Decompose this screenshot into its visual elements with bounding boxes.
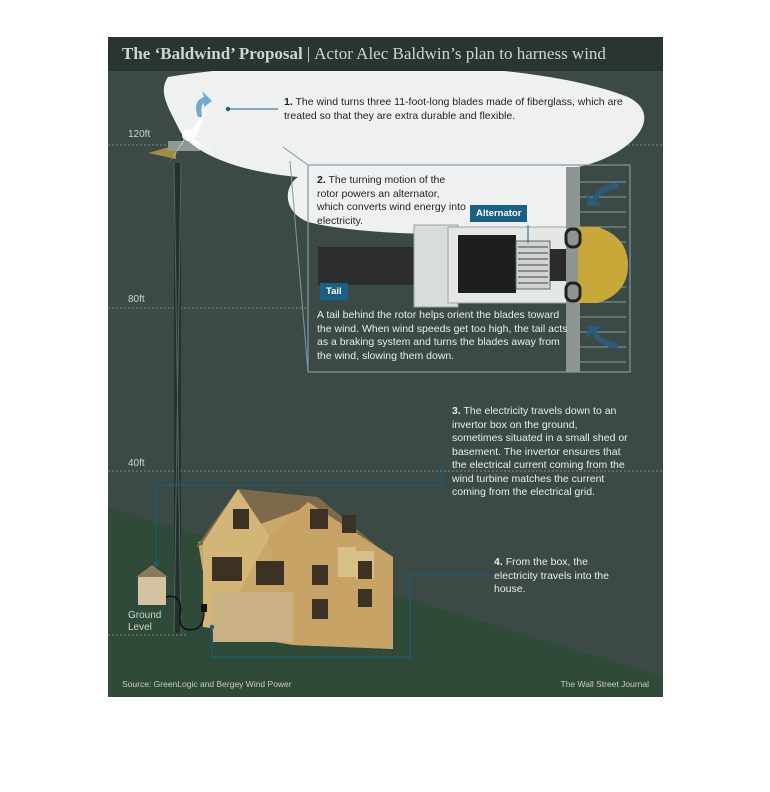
- rotor-hub: [578, 227, 628, 303]
- height-label-ground: Ground Level: [128, 610, 162, 633]
- step-4-text: From the box, the electricity travels into the house.: [494, 556, 609, 595]
- rotation-arrow-top-icon: [586, 182, 618, 207]
- title-main: The ‘Baldwind’ Proposal: [122, 44, 303, 63]
- height-label-40ft: 40ft: [128, 458, 145, 469]
- step-2-number: 2.: [317, 174, 326, 186]
- step-4-note: [494, 556, 614, 597]
- step-4-number: 4.: [494, 556, 503, 568]
- lattice-tower: [174, 163, 181, 633]
- dormer-1: [338, 547, 356, 577]
- alternator-label: Alternator: [470, 205, 527, 222]
- title-bar: [108, 37, 663, 71]
- step-3-number: 3.: [452, 405, 461, 417]
- height-label-80ft: 80ft: [128, 294, 145, 305]
- infographic-panel: [108, 37, 663, 697]
- tail-boom: [318, 247, 414, 285]
- rotation-arrow-bottom-icon: [586, 325, 618, 349]
- house: [196, 489, 393, 649]
- step-2-text: The turning motion of the rotor powers an alternator, which converts wind energy into electricity.: [317, 174, 466, 227]
- publisher-credit: The Wall Street Journal: [560, 679, 649, 689]
- title-separator: |: [306, 44, 311, 63]
- tail-label: Tail: [320, 283, 348, 300]
- source-credit: Source: GreenLogic and Bergey Wind Power: [122, 679, 292, 689]
- step-3-text: The electricity travels down to an invertor box on the ground, sometimes situated in a small shed or basement. The invertor ensures that the electrical current coming from the wind turbine matches the current coming from the electrical grid.: [452, 405, 628, 498]
- step-2-note: [317, 174, 467, 228]
- step-1-note: [284, 96, 624, 123]
- gearbox: [458, 235, 516, 293]
- tail-note: A tail behind the rotor helps orient the blades toward the wind. When wind speeds get too high, the tail acts as a braking system and turns the blades away from the wind, slowing them down.: [317, 309, 568, 362]
- step-3-note: [452, 405, 628, 500]
- diagram-artwork: [108, 37, 663, 697]
- garage: [213, 592, 293, 642]
- title-subtitle: Actor Alec Baldwin’s plan to harness wind: [314, 44, 606, 63]
- height-label-120ft: 120ft: [128, 129, 151, 140]
- step-1-text: The wind turns three 11-foot-long blades made of fiberglass, which are treated so that they are extra durable and flexible.: [284, 96, 623, 122]
- step-1-number: 1.: [284, 96, 293, 108]
